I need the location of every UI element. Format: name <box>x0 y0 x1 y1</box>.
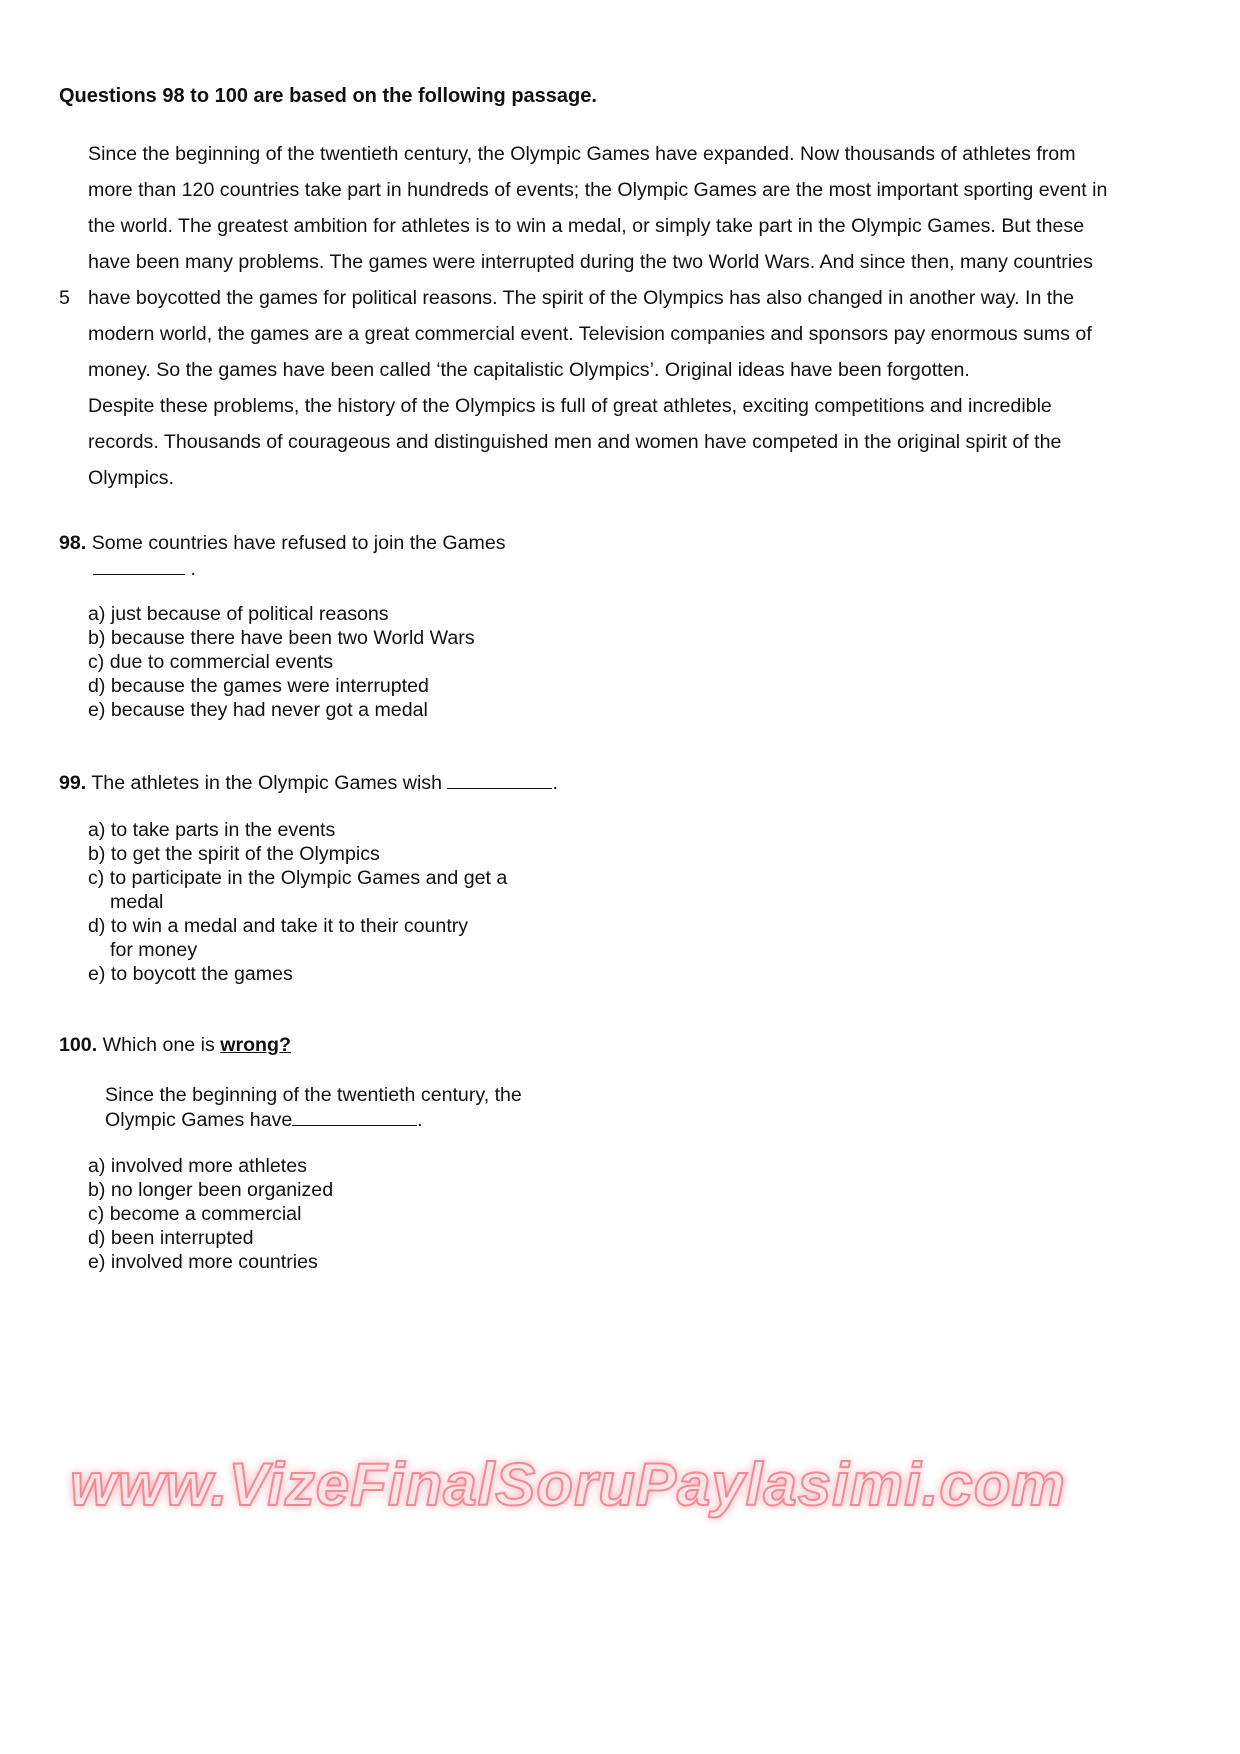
passage-line: Olympics. <box>88 467 175 489</box>
answer-option[interactable]: b) because there have been two World Wars <box>88 627 475 649</box>
passage-line: Despite these problems, the history of the Olympics is full of great athletes, exciting competitions and incredible <box>88 395 1052 417</box>
passage-heading: Questions 98 to 100 are based on the following passage. <box>59 85 597 107</box>
passage-line: money. So the games have been called ‘the capitalistic Olympics’. Original ideas have been forgotten. <box>88 359 970 381</box>
question-100-stem <box>59 1033 291 1057</box>
answer-option[interactable]: b) no longer been organized <box>88 1179 334 1201</box>
sentence-line: Olympic Games have <box>105 1109 293 1131</box>
answer-blank <box>447 770 552 789</box>
answer-option[interactable]: c) become a commercial <box>88 1203 302 1225</box>
blank-period: . <box>417 1109 423 1131</box>
passage-line: records. Thousands of courageous and distinguished men and women have competed in the original spirit of the <box>88 431 1062 453</box>
question-98-stem <box>59 531 506 555</box>
answer-option[interactable]: a) to take parts in the events <box>88 819 336 841</box>
passage-line: the world. The greatest ambition for athletes is to win a medal, or simply take part in the Olympic Games. But these <box>88 215 1085 237</box>
emphasized-word: wrong? <box>220 1034 291 1056</box>
question-text: The athletes in the Olympic Games wish <box>91 772 442 794</box>
answer-option[interactable]: a) just because of political reasons <box>88 603 389 625</box>
passage-line: modern world, the games are a great commercial event. Television companies and sponsors pay enormous sums of <box>88 323 1092 345</box>
answer-option[interactable]: d) because the games were interrupted <box>88 675 429 697</box>
question-99-stem <box>59 770 558 795</box>
blank-period: . <box>552 772 558 794</box>
answer-option[interactable]: e) involved more countries <box>88 1251 318 1273</box>
question-number: 99. <box>59 772 87 794</box>
passage-line: more than 120 countries take part in hundreds of events; the Olympic Games are the most important sporting event in <box>88 179 1108 201</box>
answer-blank <box>292 1107 417 1126</box>
answer-option[interactable]: b) to get the spirit of the Olympics <box>88 843 380 865</box>
answer-option[interactable]: c) to participate in the Olympic Games and get a <box>88 867 508 889</box>
sentence-line: Since the beginning of the twentieth century, the <box>105 1084 522 1106</box>
question-text: Which one is <box>102 1034 215 1056</box>
answer-option[interactable]: c) due to commercial events <box>88 651 334 673</box>
blank-period: . <box>190 558 196 580</box>
answer-option[interactable]: e) to boycott the games <box>88 963 293 985</box>
passage-line: Since the beginning of the twentieth century, the Olympic Games have expanded. Now thousands of athletes from <box>88 143 1076 165</box>
passage-line: have been many problems. The games were interrupted during the two World Wars. And since then, many countries <box>88 251 1093 273</box>
answer-option[interactable]: e) because they had never got a medal <box>88 699 428 721</box>
question-98-options <box>88 602 475 722</box>
passage-line: have boycotted the games for political reasons. The spirit of the Olympics has also changed in another way. In the <box>88 287 1075 309</box>
question-99-options <box>88 818 507 986</box>
answer-blank <box>93 556 185 575</box>
question-number: 100. <box>59 1034 98 1056</box>
answer-option-continuation[interactable]: for money <box>110 939 198 961</box>
answer-option[interactable]: d) been interrupted <box>88 1227 254 1249</box>
answer-option-continuation[interactable]: medal <box>110 891 164 913</box>
question-98-blank-line <box>93 556 196 581</box>
answer-option[interactable]: d) to win a medal and take it to their country <box>88 915 469 937</box>
line-number: 5 <box>59 287 70 309</box>
question-100-sentence <box>105 1083 522 1132</box>
watermark: www.VizeFinalSoruPaylasimi.com <box>70 1451 1066 1518</box>
question-text: Some countries have refused to join the Games <box>91 532 506 554</box>
question-number: 98. <box>59 532 87 554</box>
reading-passage <box>88 136 1107 496</box>
question-100-options <box>88 1154 333 1274</box>
answer-option[interactable]: a) involved more athletes <box>88 1155 307 1177</box>
